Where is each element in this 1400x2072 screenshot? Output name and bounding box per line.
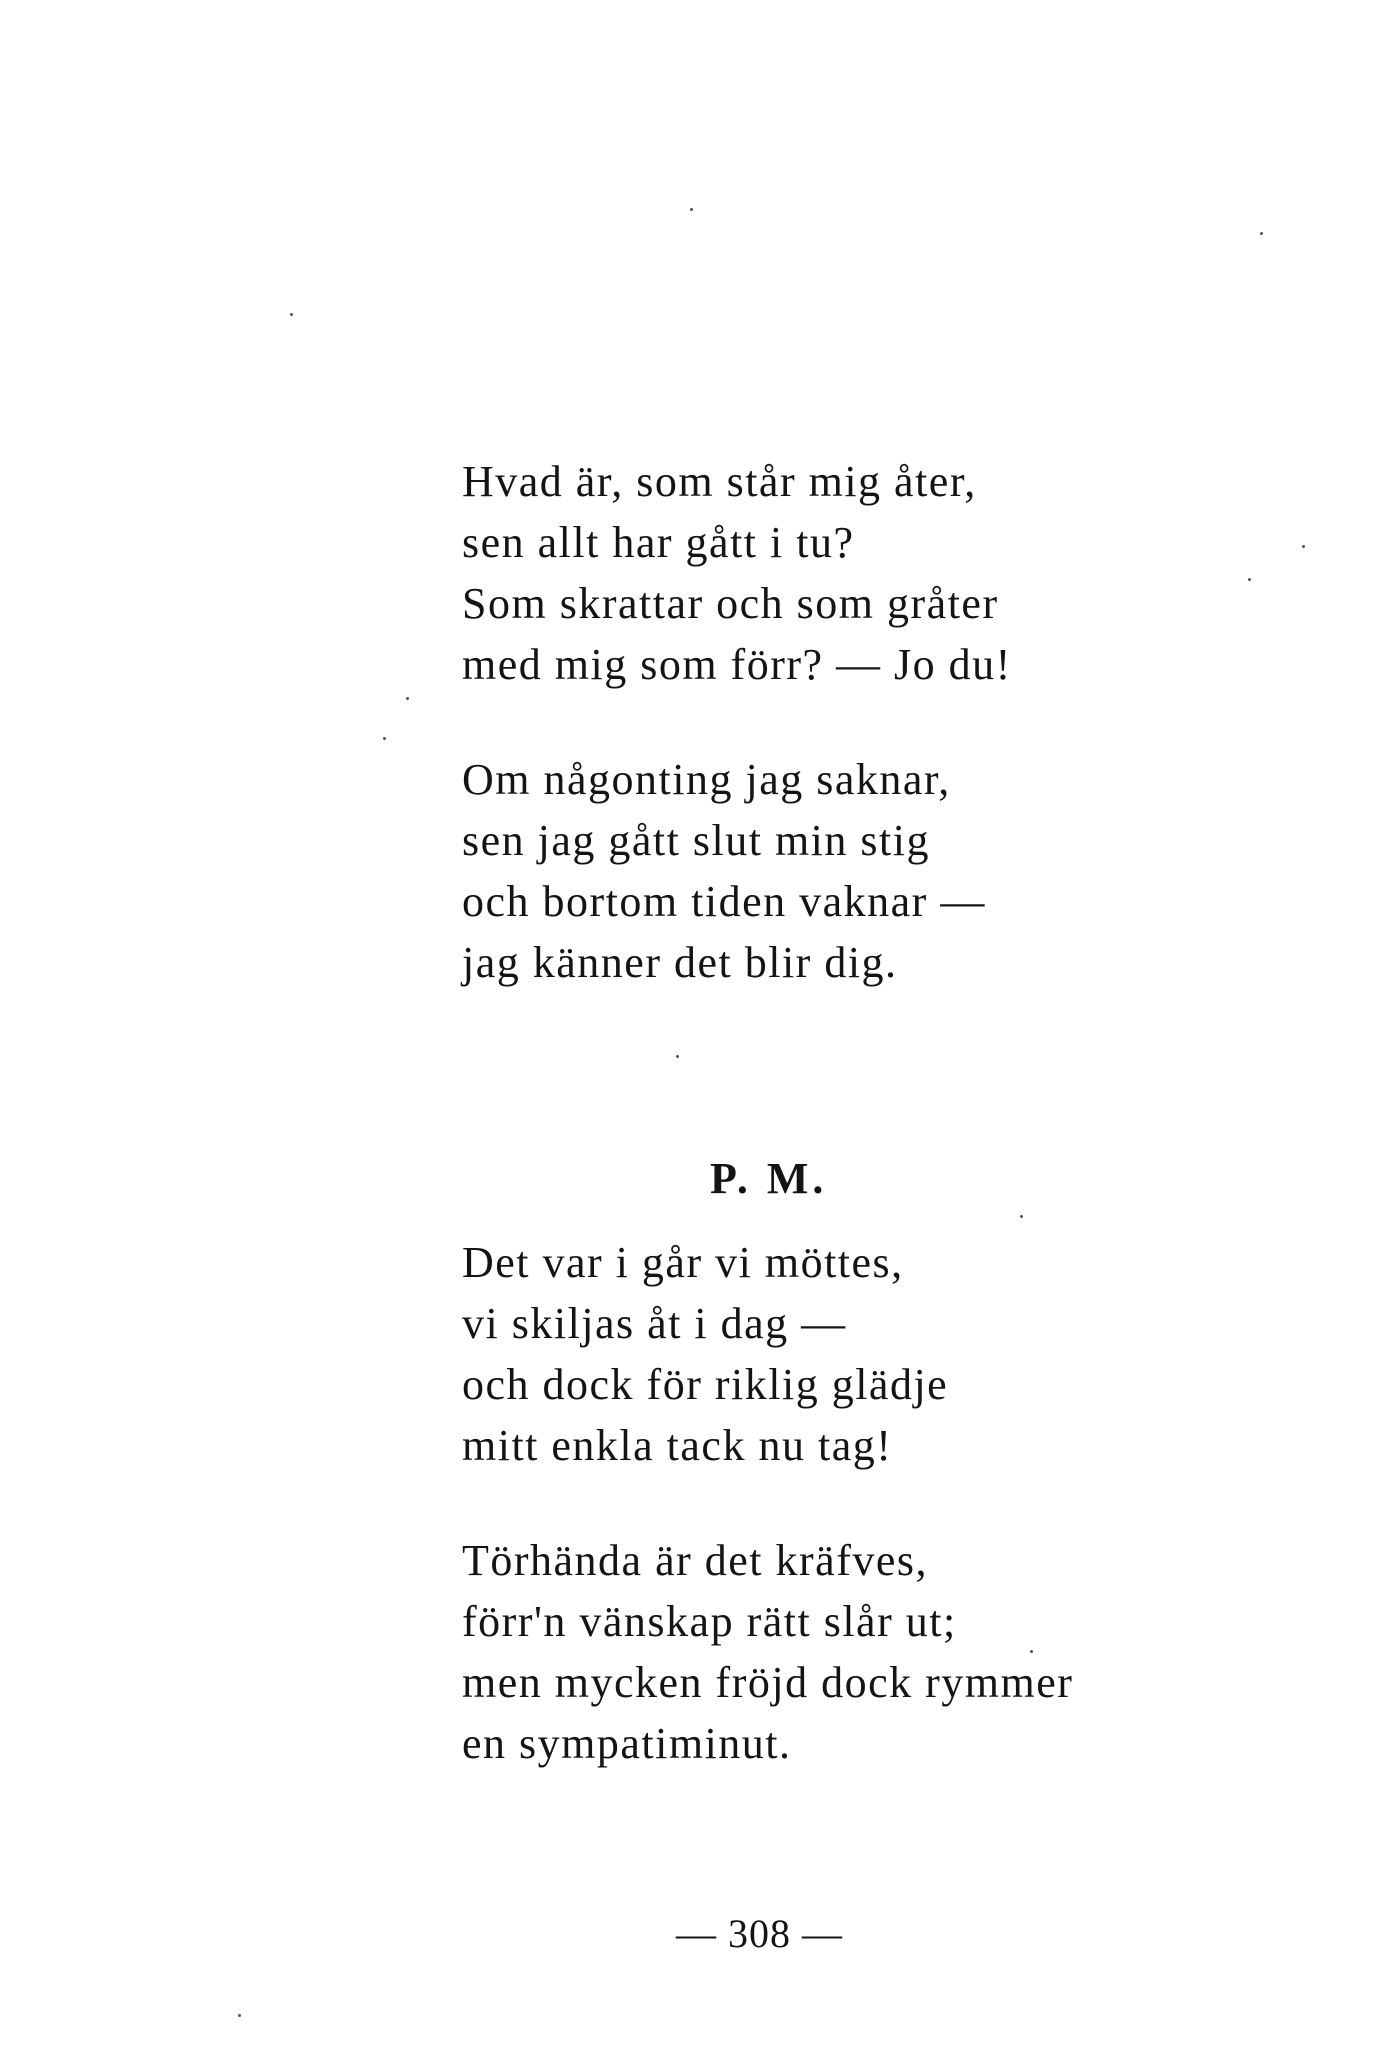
scan-speck bbox=[290, 313, 293, 316]
scan-speck bbox=[1030, 1650, 1033, 1653]
verse-line: sen allt har gått i tu? bbox=[462, 518, 855, 567]
verse-line: vi skiljas åt i dag — bbox=[462, 1299, 847, 1348]
verse-line: sen jag gått slut min stig bbox=[462, 816, 930, 865]
verse-line: Hvad är, som står mig åter, bbox=[462, 457, 977, 506]
poem-2-stanza-2 bbox=[462, 1530, 1073, 1774]
scan-speck bbox=[406, 697, 409, 700]
verse-line: med mig som förr? — Jo du! bbox=[462, 640, 1012, 689]
scan-speck bbox=[676, 1055, 679, 1058]
verse-line: Som skrattar och som gråter bbox=[462, 579, 999, 628]
verse-line: förr'n vänskap rätt slår ut; bbox=[462, 1597, 957, 1646]
verse-line: Om någonting jag saknar, bbox=[462, 755, 951, 804]
scan-speck bbox=[238, 2014, 241, 2017]
verse-line: och dock för riklig glädje bbox=[462, 1360, 949, 1409]
verse-line: men mycken fröjd dock rymmer bbox=[462, 1658, 1074, 1707]
scan-speck bbox=[690, 208, 693, 211]
verse-line: Det var i går vi möttes, bbox=[462, 1238, 904, 1287]
scan-speck bbox=[383, 737, 386, 740]
scan-speck bbox=[1260, 232, 1263, 235]
poem-title: P. M. bbox=[710, 1154, 828, 1203]
verse-line: en sympatiminut. bbox=[462, 1719, 792, 1768]
verse-line: mitt enkla tack nu tag! bbox=[462, 1421, 893, 1470]
verse-line: och bortom tiden vaknar — bbox=[462, 877, 986, 926]
poem-1-stanza-1 bbox=[462, 451, 1012, 695]
poem-1-stanza-2 bbox=[462, 749, 986, 993]
verse-line: jag känner det blir dig. bbox=[462, 938, 898, 987]
scan-speck bbox=[1248, 578, 1251, 581]
page-number: — 308 — bbox=[676, 1911, 843, 1956]
poem-2-stanza-1 bbox=[462, 1232, 948, 1476]
verse-line: Törhända är det kräfves, bbox=[462, 1536, 929, 1585]
scan-speck bbox=[1020, 1215, 1023, 1218]
scan-speck bbox=[1302, 545, 1305, 548]
